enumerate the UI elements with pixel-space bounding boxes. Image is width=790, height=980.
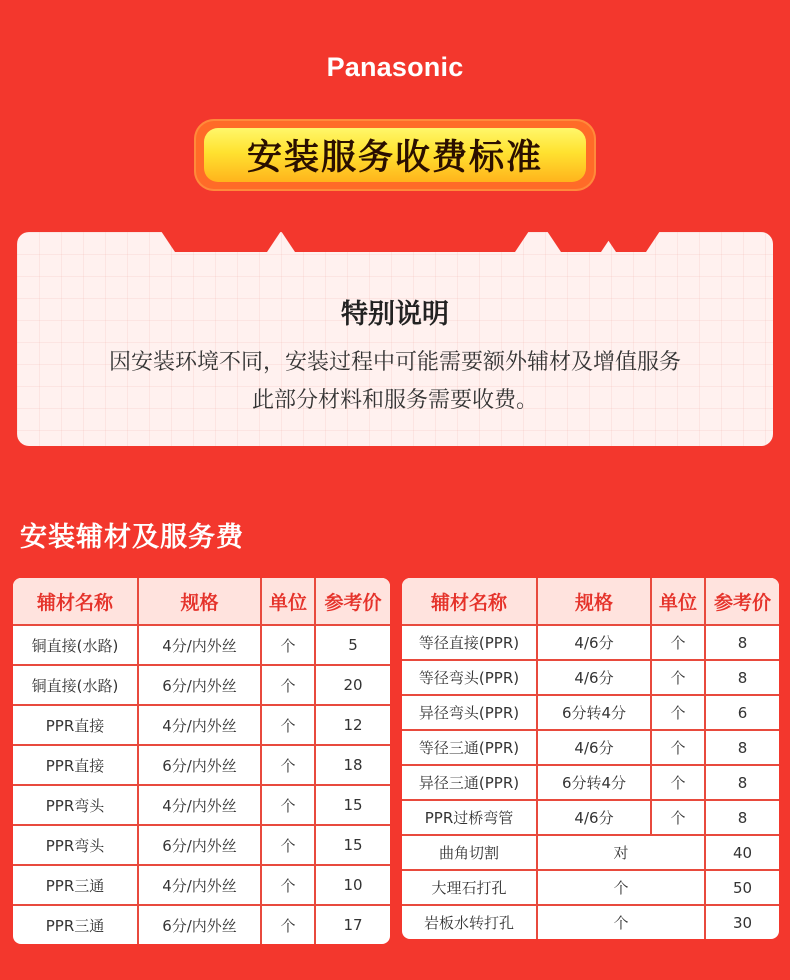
header-spec: 规格: [537, 578, 651, 625]
item-unit: 个: [537, 870, 705, 905]
item-name: 等径三通(PPR): [402, 730, 537, 765]
item-name: PPR直接: [13, 745, 138, 785]
table-row: [402, 765, 779, 800]
header-price: 参考价: [705, 578, 779, 625]
item-unit: 个: [261, 785, 315, 825]
table-row: [13, 785, 390, 825]
item-name: 铜直接(水路): [13, 665, 138, 705]
special-note-card: [17, 232, 773, 446]
table-row: [13, 825, 390, 865]
table-row: [402, 905, 779, 939]
item-spec: 4/6分: [537, 625, 651, 660]
item-price: 10: [315, 865, 390, 905]
item-name: PPR弯头: [13, 825, 138, 865]
item-unit: 个: [261, 625, 315, 665]
item-price: 15: [315, 825, 390, 865]
item-unit: 个: [261, 705, 315, 745]
item-price: 20: [315, 665, 390, 705]
card-notch: [253, 231, 281, 252]
table-row: [402, 625, 779, 660]
item-price: 8: [705, 765, 779, 800]
item-name: 曲角切割: [402, 835, 537, 870]
item-spec: 6分/内外丝: [138, 905, 261, 944]
item-spec: 4分/内外丝: [138, 785, 261, 825]
note-text-line: 因安装环境不同，安装过程中可能需要额外辅材及增值服务: [108, 350, 681, 375]
item-price: 17: [343, 916, 363, 934]
section-title: 安装辅材及服务费: [20, 522, 244, 553]
right-price-table: [402, 578, 779, 939]
item-price: 12: [315, 705, 390, 745]
item-name: PPR过桥弯管: [402, 800, 537, 835]
item-name: 等径直接(PPR): [402, 625, 537, 660]
item-unit: 对: [537, 835, 705, 870]
item-unit: 个: [261, 825, 315, 865]
item-price: 8: [705, 800, 779, 835]
item-name: 等径弯头(PPR): [402, 660, 537, 695]
item-price: 50: [705, 870, 779, 905]
item-unit: 个: [651, 730, 705, 765]
item-price: 8: [705, 625, 779, 660]
table-row: [402, 835, 779, 870]
table-row: [13, 705, 390, 745]
item-price: 40: [705, 835, 779, 870]
table-header-row: [13, 578, 390, 625]
item-unit: 个: [537, 905, 705, 939]
card-notch: [295, 231, 515, 252]
item-unit: 个: [261, 865, 315, 905]
card-notch: [501, 231, 529, 252]
brand-logo: Panasonic: [326, 52, 464, 82]
item-name: 异径弯头(PPR): [402, 695, 537, 730]
item-spec: 4/6分: [537, 730, 651, 765]
item-unit: 个: [261, 745, 315, 785]
header-spec: 规格: [138, 578, 261, 625]
table-header-row: [402, 578, 779, 625]
item-unit: 个: [651, 765, 705, 800]
item-name: 大理石打孔: [402, 870, 537, 905]
card-notch: [602, 231, 630, 252]
item-price: 30: [732, 913, 753, 932]
item-price: 8: [705, 730, 779, 765]
item-unit: 个: [261, 905, 315, 944]
table-row: [402, 730, 779, 765]
item-name: 岩板水转打孔: [402, 905, 537, 939]
item-price: 6: [705, 695, 779, 730]
item-spec: 6分/内外丝: [138, 825, 261, 865]
item-name: 异径三通(PPR): [402, 765, 537, 800]
item-unit: 个: [651, 660, 705, 695]
item-spec: 4分/内外丝: [138, 865, 261, 905]
item-spec: 4/6分: [537, 800, 651, 835]
item-name: PPR弯头: [13, 785, 138, 825]
table-row: [402, 660, 779, 695]
item-price: 15: [315, 785, 390, 825]
card-notch: [547, 231, 575, 252]
page-title: 安装服务收费标准: [204, 128, 586, 182]
item-name: PPR三通: [13, 865, 138, 905]
item-spec: 6分/内外丝: [138, 665, 261, 705]
note-text-line: 此部分材料和服务需要收费。: [251, 388, 538, 413]
item-price: 5: [315, 625, 390, 665]
table-row: [13, 865, 390, 905]
item-name: PPR直接: [13, 705, 138, 745]
table-row: [402, 800, 779, 835]
table-row: [402, 695, 779, 730]
item-spec: 6分/内外丝: [138, 745, 261, 785]
header-price: 参考价: [315, 578, 390, 625]
item-spec: 4分/内外丝: [138, 625, 261, 665]
title-banner: [194, 119, 596, 191]
header-name: 辅材名称: [402, 578, 537, 625]
header-name: 辅材名称: [13, 578, 138, 625]
item-price: 18: [315, 745, 390, 785]
left-price-table: [13, 578, 390, 944]
table-row: [13, 745, 390, 785]
item-price: 8: [705, 660, 779, 695]
item-unit: 个: [651, 800, 705, 835]
item-unit: 个: [261, 665, 315, 705]
item-unit: 个: [651, 695, 705, 730]
item-spec: 6分转4分: [537, 695, 651, 730]
item-spec: 4分/内外丝: [138, 705, 261, 745]
card-notch: [281, 231, 309, 252]
card-notch: [161, 231, 189, 252]
item-spec: 4/6分: [537, 660, 651, 695]
card-notch: [632, 231, 660, 252]
item-unit: 个: [651, 625, 705, 660]
header-unit: 单位: [261, 578, 315, 625]
header-unit: 单位: [651, 578, 705, 625]
table-row: [13, 905, 390, 944]
item-spec: 6分转4分: [537, 765, 651, 800]
table-row: [13, 625, 390, 665]
note-heading: 特别说明: [341, 299, 449, 330]
table-row: [402, 870, 779, 905]
item-name: PPR三通: [13, 905, 138, 944]
item-name: 铜直接(水路): [13, 625, 138, 665]
table-row: [13, 665, 390, 705]
